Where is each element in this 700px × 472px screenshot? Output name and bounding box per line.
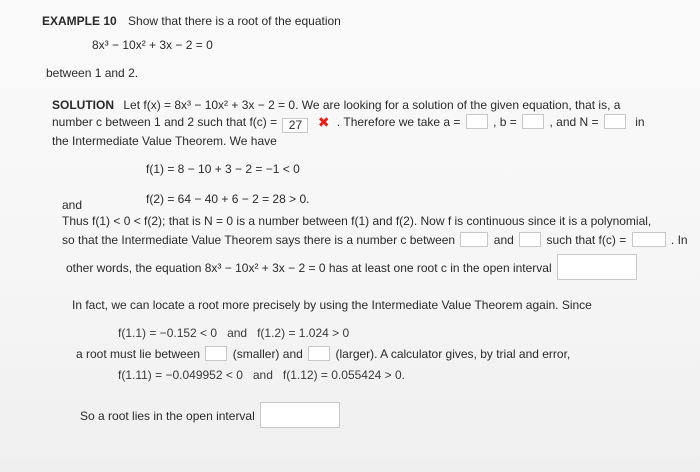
example-interval: between 1 and 2.	[46, 66, 139, 80]
c-lower-box[interactable]	[460, 232, 488, 247]
solution-line-3: the Intermediate Value Theorem. We have	[52, 134, 277, 148]
f2-evaluation: f(2) = 64 − 40 + 6 − 2 = 28 > 0.	[146, 192, 310, 206]
precise-line-1: In fact, we can locate a root more precisely by using the Intermediate Value Theorem again. Since	[72, 298, 592, 312]
solution-text-1: Let f(x) = 8x³ − 10x² + 3x − 2 = 0. We are looking for a solution of the given equation, that is, a	[123, 98, 621, 112]
larger-bound-box[interactable]	[308, 346, 330, 361]
thus-text-2: so that the Intermediate Value Theorem says there is a number c between	[62, 233, 456, 247]
fc-answer-box[interactable]: 27	[282, 118, 308, 133]
in-word: in	[635, 115, 645, 129]
refined-interval-box[interactable]	[260, 402, 340, 428]
solution-label: SOLUTION	[52, 98, 114, 112]
precise-text-5: So a root lies in the open interval	[80, 409, 255, 423]
other-words-text: other words, the equation 8x³ − 10x² + 3x − 2 = 0 has at least one root c in the open interval	[66, 261, 552, 275]
precise-line-5	[80, 402, 342, 428]
b-answer-box[interactable]	[522, 114, 544, 129]
precise-text-3a: a root must lie between	[76, 347, 201, 361]
fc-value-box[interactable]	[632, 232, 666, 247]
solution-text-2: number c between 1 and 2 such that f(c) =	[52, 115, 278, 129]
thus-and: and	[493, 233, 514, 247]
thus-line-1: Thus f(1) < 0 < f(2); that is N = 0 is a number between f(1) and f(2). Now f is continuous since it is a polynomial,	[62, 214, 652, 228]
and-word: and	[62, 198, 83, 212]
example-prompt: Show that there is a root of the equation	[128, 14, 341, 28]
smaller-bound-box[interactable]	[205, 346, 227, 361]
example-equation: 8x³ − 10x² + 3x − 2 = 0	[92, 38, 213, 52]
precise-line-2: f(1.1) = −0.152 < 0 and f(1.2) = 1.024 > 0	[118, 326, 350, 340]
b-label: , b =	[493, 115, 517, 129]
thus-in: . In	[670, 233, 688, 247]
solution-line-1	[52, 98, 620, 112]
c-upper-box[interactable]	[519, 232, 541, 247]
precise-text-3c: (larger). A calculator gives, by trial and error,	[335, 347, 571, 361]
precise-text-3b: (smaller) and	[232, 347, 303, 361]
n-answer-box[interactable]	[604, 114, 626, 129]
f1-evaluation: f(1) = 8 − 10 + 3 − 2 = −1 < 0	[146, 162, 300, 176]
a-answer-box[interactable]	[466, 114, 488, 129]
n-label: , and N =	[549, 115, 599, 129]
precise-line-4: f(1.11) = −0.049952 < 0 and f(1.12) = 0.055424 > 0.	[118, 368, 405, 382]
incorrect-x-icon: ✖	[317, 114, 330, 130]
other-words-line	[66, 254, 639, 280]
open-interval-box[interactable]	[557, 254, 637, 280]
precise-line-3	[76, 346, 570, 361]
thus-line-2	[62, 232, 688, 247]
solution-line-2	[52, 114, 645, 133]
example-label: EXAMPLE 10	[42, 14, 117, 28]
thus-such: such that f(c) =	[546, 233, 627, 247]
example-heading	[42, 14, 341, 28]
solution-text-2b: . Therefore we take a =	[336, 115, 461, 129]
